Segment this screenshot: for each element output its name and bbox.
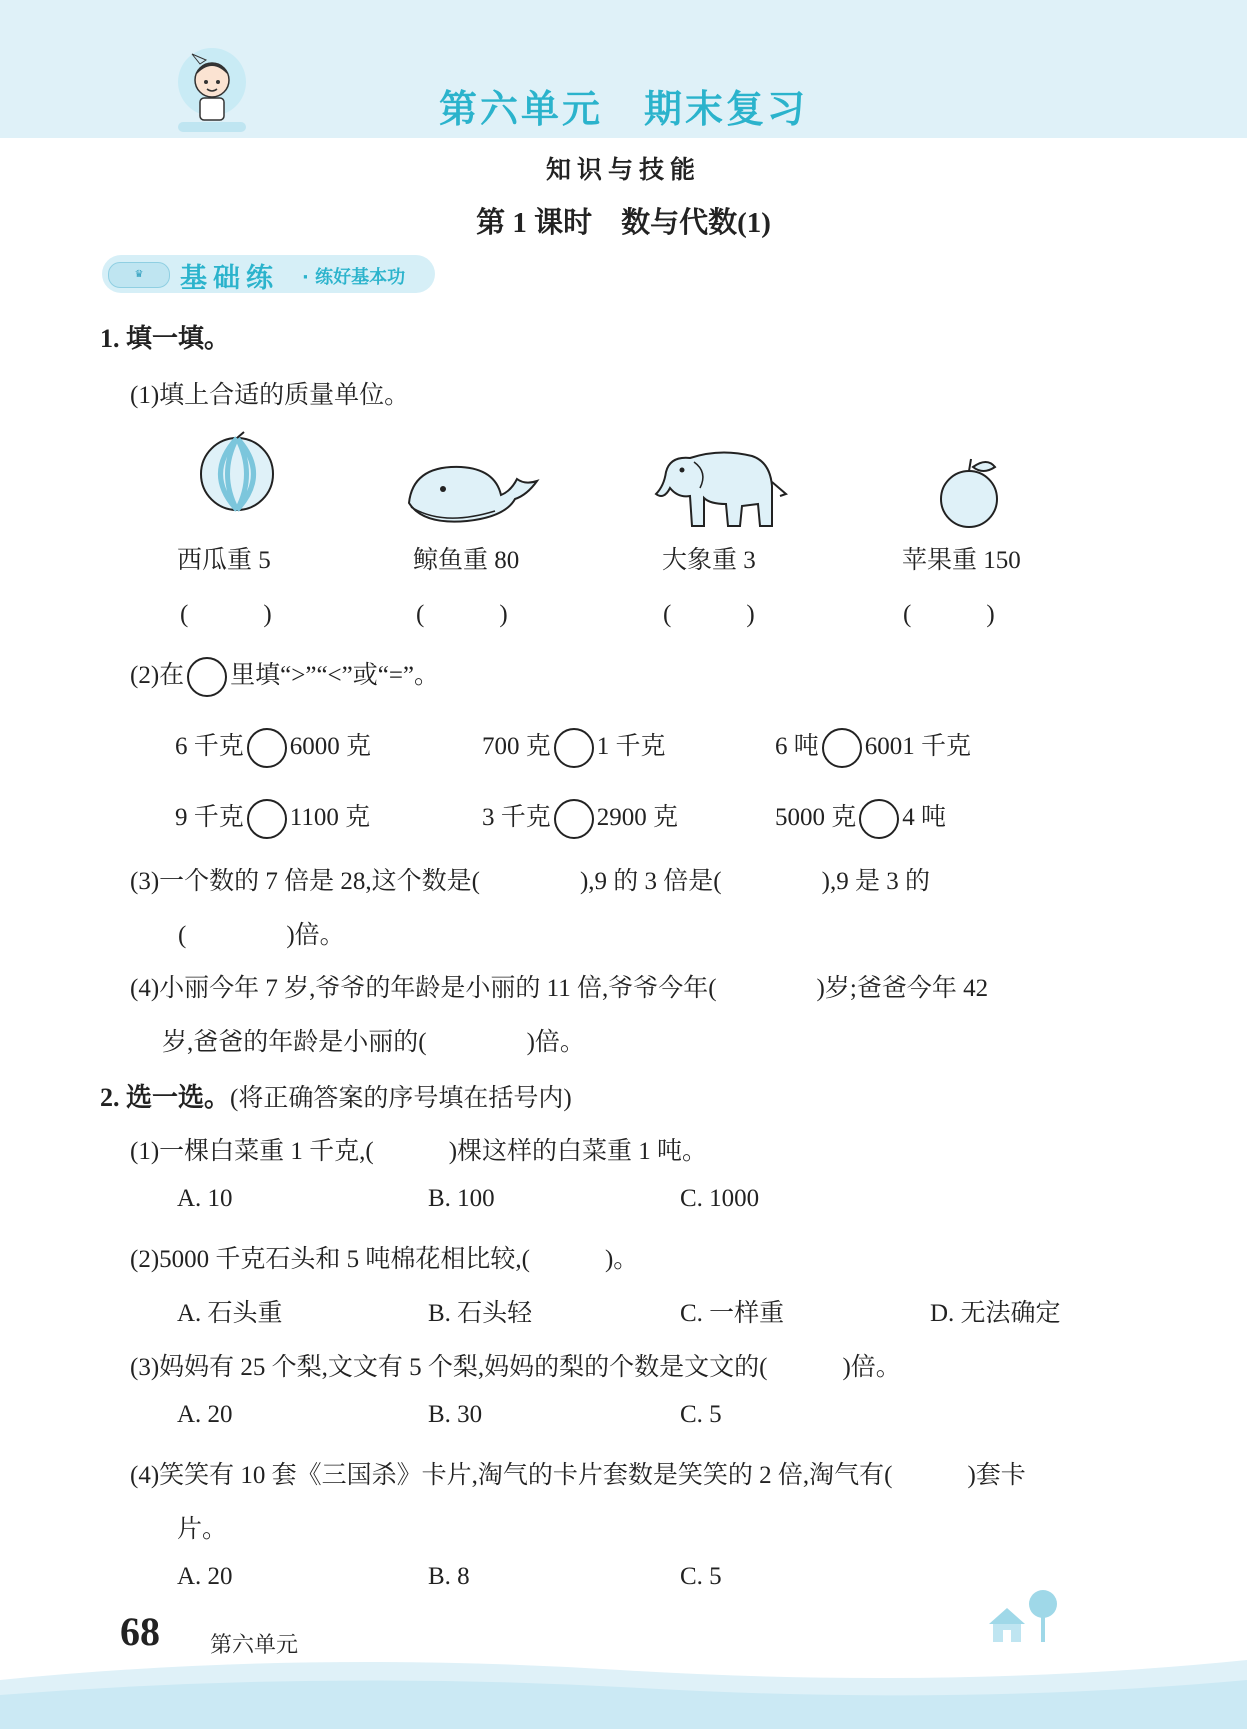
q1-p1-prompt: (1)填上合适的质量单位。: [130, 382, 410, 409]
lesson-title: 第 1 课时 数与代数(1): [476, 207, 771, 239]
compare-circle[interactable]: [554, 799, 594, 839]
compare-left: 5000 克: [775, 804, 857, 831]
compare-item: [482, 797, 678, 839]
watermelon-icon: [196, 430, 278, 512]
q2-title: 2. 选一选。: [100, 1083, 231, 1112]
q1-title: 1. 填一填。: [100, 324, 231, 353]
compare-right: 6000 克: [289, 733, 372, 760]
compare-circle[interactable]: [554, 728, 594, 768]
q1-p3-line1: (3)一个数的 7 倍是 28,这个数是( ),9 的 3 倍是( ),9 是 3 的: [130, 868, 930, 895]
option[interactable]: C. 1000: [680, 1185, 760, 1212]
crown-icon: ♛: [108, 262, 170, 288]
compare-right: 4 吨: [902, 804, 947, 831]
compare-right: 6001 千克: [864, 733, 972, 760]
item-label: 大象重 3: [662, 547, 756, 574]
footer-unit: 第六单元: [210, 1633, 299, 1658]
elephant-icon: [650, 442, 792, 530]
item-label: 苹果重 150: [902, 547, 1021, 574]
compare-left: 3 千克: [482, 804, 551, 831]
q2-p4-line1: (4)笑笑有 10 套《三国杀》卡片,淘气的卡片套数是笑笑的 2 倍,淘气有( )套卡: [130, 1462, 1026, 1489]
compare-item: [175, 797, 370, 839]
prompt-text: (2)在: [130, 662, 185, 689]
q1-p4-line2: 岁,爸爸的年龄是小丽的( )倍。: [162, 1029, 585, 1056]
option[interactable]: C. 5: [680, 1563, 722, 1590]
option[interactable]: B. 30: [428, 1401, 483, 1428]
option[interactable]: B. 8: [428, 1563, 470, 1590]
badge-main: 基础练: [180, 263, 279, 294]
compare-left: 9 千克: [175, 804, 244, 831]
q2-heading: [100, 1077, 572, 1114]
option[interactable]: C. 5: [680, 1401, 722, 1428]
compare-circle[interactable]: [247, 799, 287, 839]
page-number: 68: [120, 1609, 160, 1654]
q1-p4-line1: (4)小丽今年 7 岁,爷爷的年龄是小丽的 11 倍,爷爷今年( )岁;爸爸今年 42: [130, 975, 989, 1002]
badge-sub: · 练好基本功: [302, 267, 406, 288]
compare-left: 6 吨: [775, 733, 819, 760]
option[interactable]: A. 石头重: [177, 1300, 283, 1327]
answer-blank[interactable]: ( ): [663, 601, 755, 628]
prompt-text: 里填“>”“<”或“=”。: [230, 662, 440, 689]
compare-right: 1100 克: [289, 804, 371, 831]
option[interactable]: B. 石头轻: [428, 1300, 533, 1327]
compare-item: [775, 797, 946, 839]
option[interactable]: C. 一样重: [680, 1300, 785, 1327]
q1-p2-prompt: [130, 655, 439, 697]
answer-blank[interactable]: ( ): [903, 601, 995, 628]
q2-p3-line: (3)妈妈有 25 个梨,文文有 5 个梨,妈妈的梨的个数是文文的( )倍。: [130, 1354, 901, 1381]
compare-item: [775, 726, 971, 768]
option[interactable]: B. 100: [428, 1185, 495, 1212]
option[interactable]: A. 10: [177, 1185, 233, 1212]
q2-p1-line: (1)一棵白菜重 1 千克,( )棵这样的白菜重 1 吨。: [130, 1138, 708, 1165]
answer-blank[interactable]: ( ): [416, 601, 508, 628]
compare-right: 2900 克: [596, 804, 679, 831]
section-title: 知识与技能: [545, 157, 701, 184]
compare-item: [175, 726, 371, 768]
compare-circle[interactable]: [859, 799, 899, 839]
apple-icon: [935, 455, 1005, 529]
q2-p2-line: (2)5000 千克石头和 5 吨棉花相比较,( )。: [130, 1246, 639, 1273]
compare-left: 6 千克: [175, 733, 244, 760]
practice-badge: [102, 255, 435, 293]
compare-circle[interactable]: [822, 728, 862, 768]
compare-item: [482, 726, 666, 768]
option[interactable]: A. 20: [177, 1401, 233, 1428]
compare-right: 1 千克: [596, 733, 666, 760]
q2-p4-line2: 片。: [177, 1516, 228, 1543]
answer-blank[interactable]: ( ): [180, 601, 272, 628]
footer-wave: [0, 1640, 1247, 1729]
q1-p3-line2: ( )倍。: [178, 922, 345, 949]
item-label: 西瓜重 5: [177, 547, 271, 574]
compare-circle[interactable]: [247, 728, 287, 768]
compare-left: 700 克: [482, 733, 551, 760]
compare-circle-sample: [187, 657, 227, 697]
unit-title: 第六单元 期末复习: [438, 87, 808, 131]
whale-icon: [403, 455, 541, 533]
q2-note: (将正确答案的序号填在括号内): [230, 1085, 572, 1112]
option[interactable]: A. 20: [177, 1563, 233, 1590]
house-tree-icon: [985, 1588, 1065, 1644]
item-label: 鲸鱼重 80: [413, 547, 520, 574]
option[interactable]: D. 无法确定: [930, 1300, 1061, 1327]
